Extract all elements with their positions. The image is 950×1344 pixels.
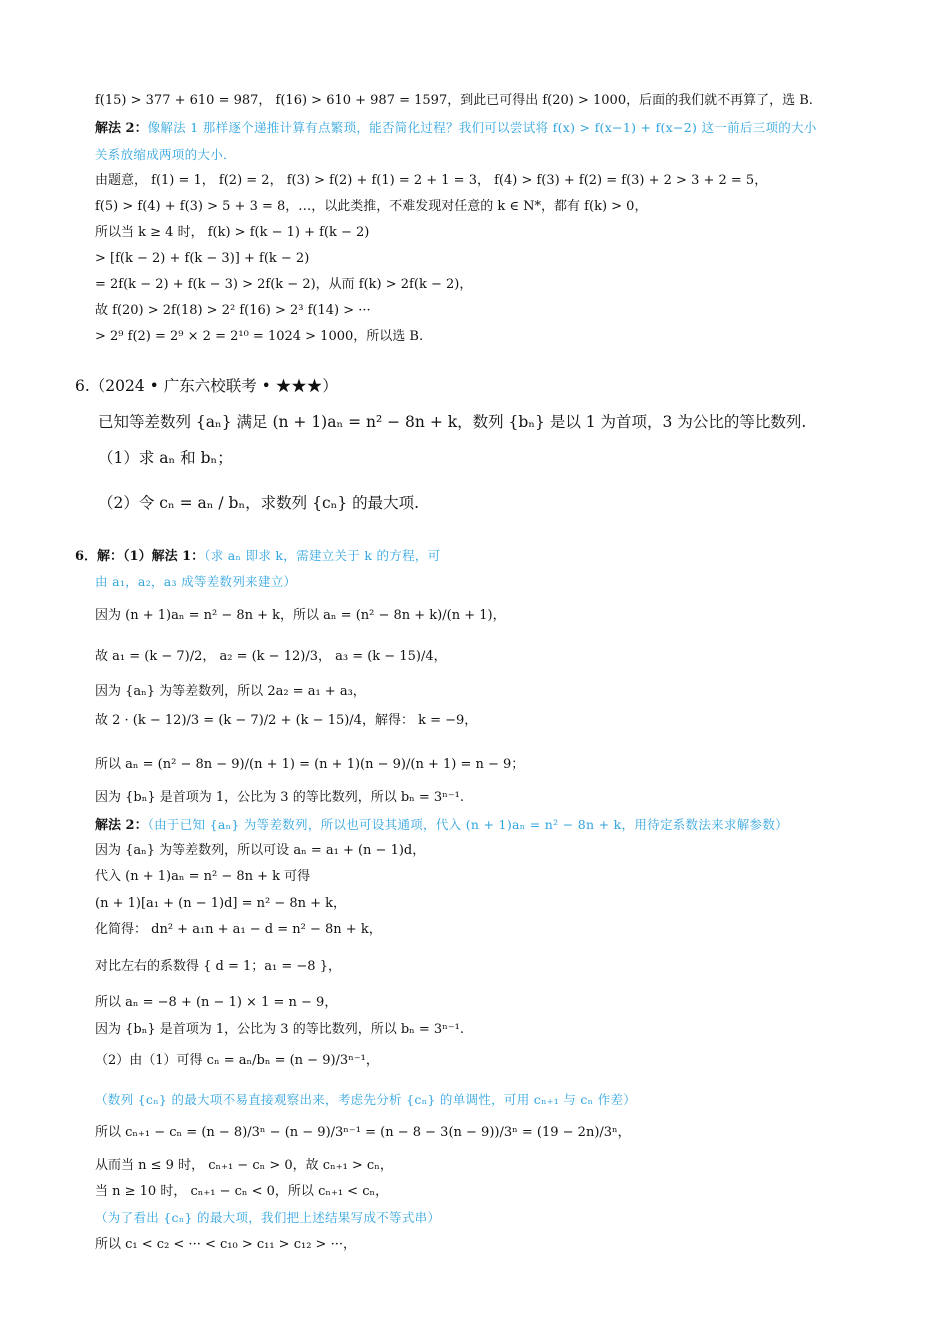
text-line: 故 f(20) > 2f(18) > 2² f(16) > 2³ f(14) > ··· <box>95 303 371 318</box>
text-line <box>95 816 788 835</box>
text-line: (n + 1)[a₁ + (n − 1)d] = n² − 8n + k， <box>95 896 347 911</box>
method-label: 解法 2： <box>95 818 148 833</box>
problem-header: 6.（2024 • 广东六校联考 • ★★★） <box>75 377 338 395</box>
hint-text: 由 a₁，a₂，a₃ 成等差数列来建立） <box>95 574 297 589</box>
text-line: 对比左右的系数得 { d = 1；a₁ = −8 }， <box>95 959 341 974</box>
hint-text: （为了看出 {cₙ} 的最大项，我们把上述结果写成不等式串） <box>95 1210 441 1225</box>
text-line: f(15) > 377 + 610 = 987， f(16) > 610 + 987 = 1597，到此已可得出 f(20) > 1000，后面的我们就不再算了，选 B. <box>95 93 813 108</box>
text-line: 故 a₁ = (k − 7)/2， a₂ = (k − 12)/3， a₃ = (k − 15)/4， <box>95 649 447 664</box>
text-line: 代入 (n + 1)aₙ = n² − 8n + k 可得 <box>95 869 311 884</box>
problem-part-2: （2）令 cₙ = aₙ / bₙ，求数列 {cₙ} 的最大项. <box>98 494 420 512</box>
text-line: 因为 {aₙ} 为等差数列，所以可设 aₙ = a₁ + (n − 1)d， <box>95 843 426 858</box>
problem-part-1: （1）求 aₙ 和 bₙ； <box>98 449 233 467</box>
text-line <box>95 119 817 138</box>
text-line: 所以 aₙ = (n² − 8n − 9)/(n + 1) = (n + 1)(n − 9)/(n + 1) = n − 9； <box>95 757 525 772</box>
hint-text: （求 aₙ 即求 k，需建立关于 k 的方程，可 <box>204 548 441 563</box>
text-line: 从而当 n ≤ 9 时， cₙ₊₁ − cₙ > 0，故 cₙ₊₁ > cₙ， <box>95 1158 393 1173</box>
solution-header <box>75 547 441 566</box>
text-line: 由题意， f(1) = 1， f(2) = 2， f(3) > f(2) + f(1) = 2 + 1 = 3， f(4) > f(3) + f(2) = f(3) + 2 > 3 + 2 = 5， <box>95 173 768 188</box>
text-line: 所以 c₁ < c₂ < ··· < c₁₀ > c₁₁ > c₁₂ > ···， <box>95 1237 356 1252</box>
text-line: 因为 {aₙ} 为等差数列，所以 2a₂ = a₁ + a₃， <box>95 684 366 699</box>
text-line: > [f(k − 2) + f(k − 3)] + f(k − 2) <box>95 251 310 266</box>
text-line: 化简得： dn² + a₁n + a₁ − d = n² − 8n + k， <box>95 922 382 937</box>
text-line: （2）由（1）可得 cₙ = aₙ/bₙ = (n − 9)/3ⁿ⁻¹， <box>95 1053 379 1068</box>
method-label: 解法 2： <box>95 121 148 136</box>
problem-statement: 已知等差数列 {aₙ} 满足 (n + 1)aₙ = n² − 8n + k，数列 {bₙ} 是以 1 为首项，3 为公比的等比数列. <box>98 413 807 431</box>
method-label: 6．解：（1）解法 1： <box>75 549 205 564</box>
hint-text: 像解法 1 那样逐个递推计算有点繁琐，能否简化过程？我们可以尝试将 f(x) > f(x−1) + f(x−2) 这一前后三项的大小 <box>147 120 817 135</box>
text-line: 故 2 · (k − 12)/3 = (k − 7)/2 + (k − 15)/4，解得： k = −9， <box>95 713 478 728</box>
text-line: 因为 {bₙ} 是首项为 1，公比为 3 的等比数列，所以 bₙ = 3ⁿ⁻¹. <box>95 1022 465 1037</box>
text-line: f(5) > f(4) + f(3) > 5 + 3 = 8，…，以此类推，不难发现对任意的 k ∈ N*，都有 f(k) > 0， <box>95 199 648 214</box>
text-line: = 2f(k − 2) + f(k − 3) > 2f(k − 2)，从而 f(k) > 2f(k − 2)， <box>95 277 473 292</box>
hint-text: 关系放缩成两项的大小． <box>95 147 236 162</box>
text-line: > 2⁹ f(2) = 2⁹ × 2 = 2¹⁰ = 1024 > 1000，所以选 B. <box>95 329 424 344</box>
text-line: 因为 {bₙ} 是首项为 1，公比为 3 的等比数列，所以 bₙ = 3ⁿ⁻¹. <box>95 790 465 805</box>
text-line: 所以 cₙ₊₁ − cₙ = (n − 8)/3ⁿ − (n − 9)/3ⁿ⁻¹ = (n − 8 − 3(n − 9))/3ⁿ = (19 − 2n)/3ⁿ， <box>95 1125 631 1140</box>
text-line: 所以 aₙ = −8 + (n − 1) × 1 = n − 9， <box>95 995 338 1010</box>
hint-text: （数列 {cₙ} 的最大项不易直接观察出来，考虑先分析 {cₙ} 的单调性，可用 cₙ₊₁ 与 cₙ 作差） <box>95 1092 637 1107</box>
text-line: 当 n ≥ 10 时， cₙ₊₁ − cₙ < 0，所以 cₙ₊₁ < cₙ， <box>95 1184 389 1199</box>
hint-text: （由于已知 {aₙ} 为等差数列，所以也可设其通项，代入 (n + 1)aₙ = n² − 8n + k，用待定系数法来求解参数） <box>147 817 788 832</box>
text-line: 因为 (n + 1)aₙ = n² − 8n + k，所以 aₙ = (n² − 8n + k)/(n + 1)， <box>95 608 506 623</box>
text-line: 所以当 k ≥ 4 时， f(k) > f(k − 1) + f(k − 2) <box>95 225 370 240</box>
